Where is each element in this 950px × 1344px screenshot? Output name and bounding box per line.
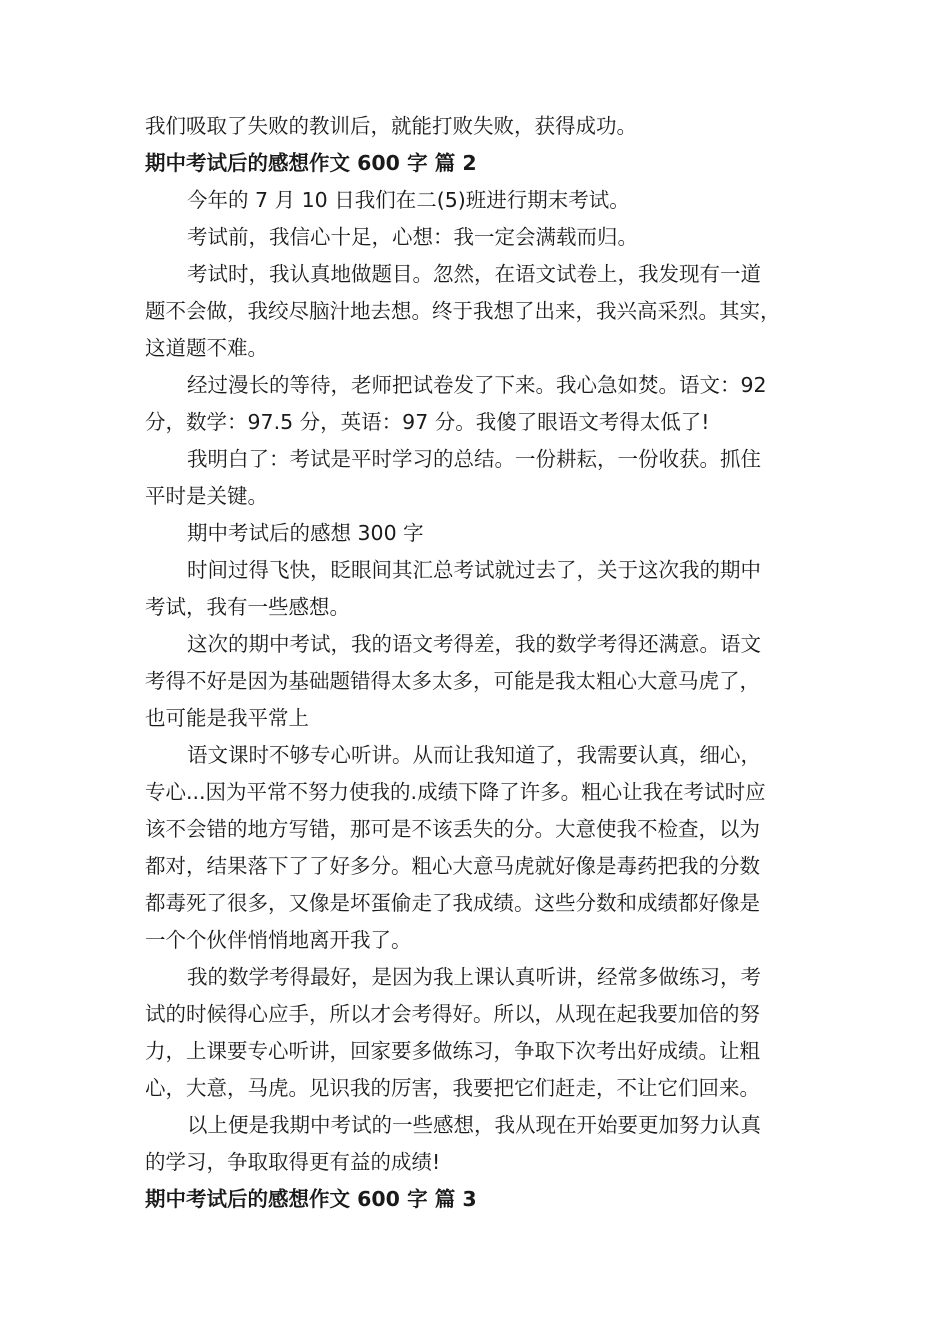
paragraph-line: 这次的期中考试，我的语文考得差，我的数学考得还满意。语文 — [187, 632, 761, 656]
paragraph-line: 专心...因为平常不努力使我的.成绩下降了许多。粗心让我在考试时应 — [145, 780, 766, 804]
paragraph-line: 经过漫长的等待，老师把试卷发了下来。我心急如焚。语文：92 — [187, 373, 767, 397]
paragraph-line: 语文课时不够专心听讲。从而让我知道了，我需要认真，细心， — [187, 743, 761, 767]
paragraph-line: 都对，结果落下了了好多分。粗心大意马虎就好像是毒药把我的分数 — [145, 854, 760, 878]
paragraph-line: 这道题不难。 — [145, 336, 268, 360]
paragraph-line: 都毒死了很多，又像是坏蛋偷走了我成绩。这些分数和成绩都好像是 — [145, 891, 760, 915]
section-heading: 期中考试后的感想作文 600 字 篇 3 — [145, 1187, 477, 1211]
section-heading: 期中考试后的感想作文 600 字 篇 2 — [145, 151, 477, 175]
paragraph-line: 力，上课要专心听讲，回家要多做练习，争取下次考出好成绩。让粗 — [145, 1039, 760, 1063]
paragraph-line: 考试，我有一些感想。 — [145, 595, 350, 619]
paragraph-line: 题不会做，我绞尽脑汁地去想。终于我想了出来，我兴高采烈。其实， — [145, 299, 781, 323]
paragraph-line: 心，大意，马虎。见识我的厉害，我要把它们赶走，不让它们回来。 — [145, 1076, 760, 1100]
paragraph-line: 时间过得飞快，眨眼间其汇总考试就过去了，关于这次我的期中 — [187, 558, 761, 582]
paragraph-line: 考试前，我信心十足，心想：我一定会满载而归。 — [187, 225, 638, 249]
paragraph-line: 考试时，我认真地做题目。忽然，在语文试卷上，我发现有一道 — [187, 262, 761, 286]
paragraph-line: 分，数学：97.5 分，英语：97 分。我傻了眼语文考得太低了! — [145, 410, 710, 434]
subheading-line: 期中考试后的感想 300 字 — [187, 521, 424, 545]
paragraph-line: 我们吸取了失败的教训后，就能打败失败，获得成功。 — [145, 114, 637, 138]
paragraph-line: 一个个伙伴悄悄地离开我了。 — [145, 928, 412, 952]
paragraph-line: 平时是关键。 — [145, 484, 268, 508]
paragraph-line: 试的时候得心应手，所以才会考得好。所以，从现在起我要加倍的努 — [145, 1002, 760, 1026]
paragraph-line: 该不会错的地方写错，那可是不该丢失的分。大意使我不检查，以为 — [145, 817, 760, 841]
paragraph-line: 我的数学考得最好，是因为我上课认真听讲，经常多做练习，考 — [187, 965, 761, 989]
paragraph-line: 我明白了：考试是平时学习的总结。一份耕耘，一份收获。抓住 — [187, 447, 761, 471]
document-body — [145, 108, 815, 1218]
paragraph-line: 也可能是我平常上 — [145, 706, 309, 730]
paragraph-line: 的学习，争取取得更有益的成绩! — [145, 1150, 441, 1174]
paragraph-line: 今年的 7 月 10 日我们在二(5)班进行期末考试。 — [187, 188, 630, 212]
paragraph-line: 以上便是我期中考试的一些感想，我从现在开始要更加努力认真 — [187, 1113, 761, 1137]
paragraph-line: 考得不好是因为基础题错得太多太多，可能是我太粗心大意马虎了， — [145, 669, 760, 693]
